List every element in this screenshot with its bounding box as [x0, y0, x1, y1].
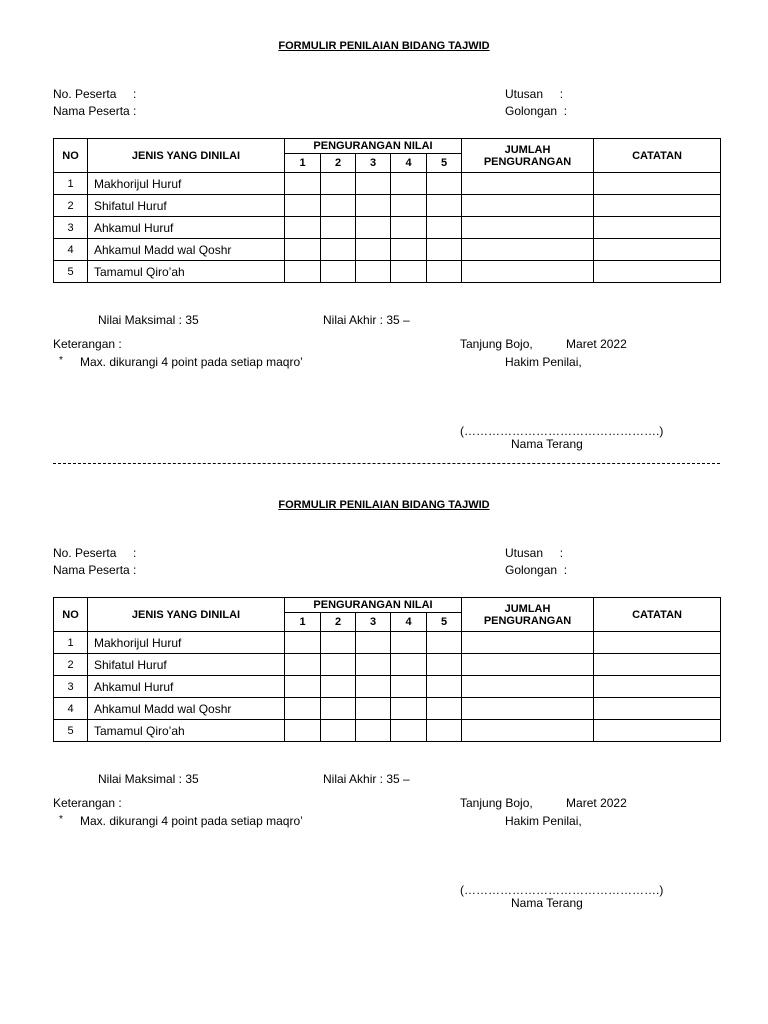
- printed-name-label: Nama Terang: [511, 896, 583, 910]
- remarks-note: Max. dikurangi 4 point pada setiap maqro’: [80, 814, 303, 828]
- deduction-cell-1[interactable]: [285, 261, 321, 283]
- deduction-cell-5[interactable]: [427, 217, 462, 239]
- row-number: 3: [54, 676, 88, 698]
- row-item: Shifatul Huruf: [88, 195, 285, 217]
- deduction-cell-2[interactable]: [321, 195, 356, 217]
- row-item: Shifatul Huruf: [88, 654, 285, 676]
- table-row: [54, 195, 721, 217]
- category-label: Golongan :: [505, 563, 568, 577]
- row-number: 1: [54, 173, 88, 195]
- row-number: 2: [54, 195, 88, 217]
- participant-name-label: Nama Peserta :: [53, 104, 137, 118]
- final-score-label: Nilai Akhir : 35 –: [323, 313, 410, 327]
- deduction-cell-3[interactable]: [356, 654, 391, 676]
- deduction-cell-4[interactable]: [391, 720, 427, 742]
- deduction-col-4: 4: [391, 613, 427, 632]
- participant-number-label: No. Peserta :: [53, 546, 137, 560]
- notes-cell[interactable]: [594, 173, 721, 195]
- scoring-table: [53, 597, 721, 742]
- deduction-cell-1[interactable]: [285, 217, 321, 239]
- deduction-cell-2[interactable]: [321, 261, 356, 283]
- deduction-cell-4[interactable]: [391, 239, 427, 261]
- judge-label: Hakim Penilai,: [505, 814, 582, 828]
- total-deduction-cell[interactable]: [462, 173, 594, 195]
- total-deduction-cell[interactable]: [462, 195, 594, 217]
- notes-cell[interactable]: [594, 632, 721, 654]
- deduction-cell-3[interactable]: [356, 261, 391, 283]
- total-deduction-cell[interactable]: [462, 654, 594, 676]
- row-item: Makhorijul Huruf: [88, 632, 285, 654]
- deduction-cell-2[interactable]: [321, 698, 356, 720]
- row-number: 4: [54, 698, 88, 720]
- deduction-col-2: 2: [321, 154, 356, 173]
- deduction-cell-1[interactable]: [285, 654, 321, 676]
- deduction-cell-3[interactable]: [356, 720, 391, 742]
- table-row: [54, 676, 721, 698]
- remarks-label: Keterangan :: [53, 796, 122, 810]
- delegation-label: Utusan :: [505, 87, 564, 101]
- form-title: FORMULIR PENILAIAN BIDANG TAJWID: [278, 499, 490, 511]
- total-deduction-cell[interactable]: [462, 698, 594, 720]
- deduction-cell-2[interactable]: [321, 173, 356, 195]
- deduction-cell-3[interactable]: [356, 195, 391, 217]
- cut-line-divider: [53, 463, 720, 464]
- category-label: Golongan :: [505, 104, 568, 118]
- deduction-col-3: 3: [356, 613, 391, 632]
- remarks-note: Max. dikurangi 4 point pada setiap maqro’: [80, 355, 303, 369]
- notes-cell[interactable]: [594, 261, 721, 283]
- delegation-label: Utusan :: [505, 546, 564, 560]
- deduction-col-2: 2: [321, 613, 356, 632]
- deduction-cell-2[interactable]: [321, 654, 356, 676]
- deduction-cell-1[interactable]: [285, 632, 321, 654]
- notes-cell[interactable]: [594, 698, 721, 720]
- row-number: 4: [54, 239, 88, 261]
- table-row: [54, 239, 721, 261]
- bullet-icon: *: [59, 355, 63, 366]
- deduction-cell-4[interactable]: [391, 195, 427, 217]
- judge-label: Hakim Penilai,: [505, 355, 582, 369]
- deduction-cell-1[interactable]: [285, 676, 321, 698]
- table-row: [54, 698, 721, 720]
- table-row: [54, 217, 721, 239]
- deduction-cell-4[interactable]: [391, 261, 427, 283]
- deduction-cell-2[interactable]: [321, 217, 356, 239]
- header-item: JENIS YANG DINILAI: [88, 139, 285, 173]
- table-row: [54, 173, 721, 195]
- deduction-cell-5[interactable]: [427, 654, 462, 676]
- remarks-label: Keterangan :: [53, 337, 122, 351]
- deduction-cell-4[interactable]: [391, 676, 427, 698]
- header-no: NO: [54, 139, 88, 173]
- deduction-cell-5[interactable]: [427, 720, 462, 742]
- deduction-col-3: 3: [356, 154, 391, 173]
- deduction-col-4: 4: [391, 154, 427, 173]
- assessment-form: [0, 499, 768, 959]
- deduction-cell-2[interactable]: [321, 676, 356, 698]
- deduction-cell-5[interactable]: [427, 261, 462, 283]
- table-row: [54, 632, 721, 654]
- header-no: NO: [54, 598, 88, 632]
- deduction-cell-1[interactable]: [285, 720, 321, 742]
- signature-line: (………………………………………….): [460, 883, 664, 897]
- deduction-cell-2[interactable]: [321, 239, 356, 261]
- deduction-cell-3[interactable]: [356, 676, 391, 698]
- deduction-cell-4[interactable]: [391, 654, 427, 676]
- total-deduction-cell[interactable]: [462, 632, 594, 654]
- deduction-cell-5[interactable]: [427, 676, 462, 698]
- form-title: FORMULIR PENILAIAN BIDANG TAJWID: [278, 40, 490, 52]
- place-date: Tanjung Bojo, Maret 2022: [460, 796, 627, 810]
- deduction-cell-5[interactable]: [427, 195, 462, 217]
- table-row: [54, 261, 721, 283]
- row-item: Ahkamul Madd wal Qoshr: [88, 698, 285, 720]
- header-deduction: PENGURANGAN NILAI: [285, 598, 462, 613]
- table-row: [54, 654, 721, 676]
- deduction-cell-1[interactable]: [285, 698, 321, 720]
- row-item: Ahkamul Madd wal Qoshr: [88, 239, 285, 261]
- assessment-form: [0, 40, 768, 500]
- header-total-deduction: JUMLAH PENGURANGAN: [462, 139, 594, 173]
- deduction-cell-3[interactable]: [356, 173, 391, 195]
- participant-name-label: Nama Peserta :: [53, 563, 137, 577]
- deduction-cell-5[interactable]: [427, 239, 462, 261]
- header-notes: CATATAN: [594, 139, 721, 173]
- row-item: Ahkamul Huruf: [88, 217, 285, 239]
- deduction-cell-1[interactable]: [285, 195, 321, 217]
- deduction-cell-3[interactable]: [356, 632, 391, 654]
- deduction-cell-5[interactable]: [427, 173, 462, 195]
- row-number: 5: [54, 261, 88, 283]
- row-item: Makhorijul Huruf: [88, 173, 285, 195]
- signature-line: (………………………………………….): [460, 424, 664, 438]
- deduction-cell-5[interactable]: [427, 698, 462, 720]
- deduction-col-5: 5: [427, 154, 462, 173]
- row-item: Tamamul Qiro’ah: [88, 720, 285, 742]
- notes-cell[interactable]: [594, 195, 721, 217]
- max-score-label: Nilai Maksimal : 35: [98, 313, 199, 327]
- row-number: 3: [54, 217, 88, 239]
- deduction-cell-4[interactable]: [391, 217, 427, 239]
- deduction-cell-1[interactable]: [285, 173, 321, 195]
- total-deduction-cell[interactable]: [462, 261, 594, 283]
- deduction-col-1: 1: [285, 154, 321, 173]
- header-total-deduction: JUMLAH PENGURANGAN: [462, 598, 594, 632]
- participant-number-label: No. Peserta :: [53, 87, 137, 101]
- place-date: Tanjung Bojo, Maret 2022: [460, 337, 627, 351]
- row-number: 5: [54, 720, 88, 742]
- total-deduction-cell[interactable]: [462, 239, 594, 261]
- deduction-cell-4[interactable]: [391, 173, 427, 195]
- deduction-cell-2[interactable]: [321, 720, 356, 742]
- deduction-cell-3[interactable]: [356, 217, 391, 239]
- final-score-label: Nilai Akhir : 35 –: [323, 772, 410, 786]
- notes-cell[interactable]: [594, 239, 721, 261]
- deduction-cell-4[interactable]: [391, 698, 427, 720]
- deduction-cell-3[interactable]: [356, 239, 391, 261]
- total-deduction-cell[interactable]: [462, 217, 594, 239]
- deduction-col-5: 5: [427, 613, 462, 632]
- notes-cell[interactable]: [594, 676, 721, 698]
- row-number: 1: [54, 632, 88, 654]
- deduction-cell-3[interactable]: [356, 698, 391, 720]
- deduction-cell-4[interactable]: [391, 632, 427, 654]
- scoring-table: [53, 138, 721, 283]
- printed-name-label: Nama Terang: [511, 437, 583, 451]
- header-notes: CATATAN: [594, 598, 721, 632]
- deduction-cell-2[interactable]: [321, 632, 356, 654]
- table-row: [54, 720, 721, 742]
- total-deduction-cell[interactable]: [462, 720, 594, 742]
- row-item: Tamamul Qiro’ah: [88, 261, 285, 283]
- total-deduction-cell[interactable]: [462, 676, 594, 698]
- deduction-cell-5[interactable]: [427, 632, 462, 654]
- row-number: 2: [54, 654, 88, 676]
- notes-cell[interactable]: [594, 217, 721, 239]
- notes-cell[interactable]: [594, 720, 721, 742]
- max-score-label: Nilai Maksimal : 35: [98, 772, 199, 786]
- row-item: Ahkamul Huruf: [88, 676, 285, 698]
- deduction-col-1: 1: [285, 613, 321, 632]
- header-deduction: PENGURANGAN NILAI: [285, 139, 462, 154]
- header-item: JENIS YANG DINILAI: [88, 598, 285, 632]
- bullet-icon: *: [59, 814, 63, 825]
- deduction-cell-1[interactable]: [285, 239, 321, 261]
- notes-cell[interactable]: [594, 654, 721, 676]
